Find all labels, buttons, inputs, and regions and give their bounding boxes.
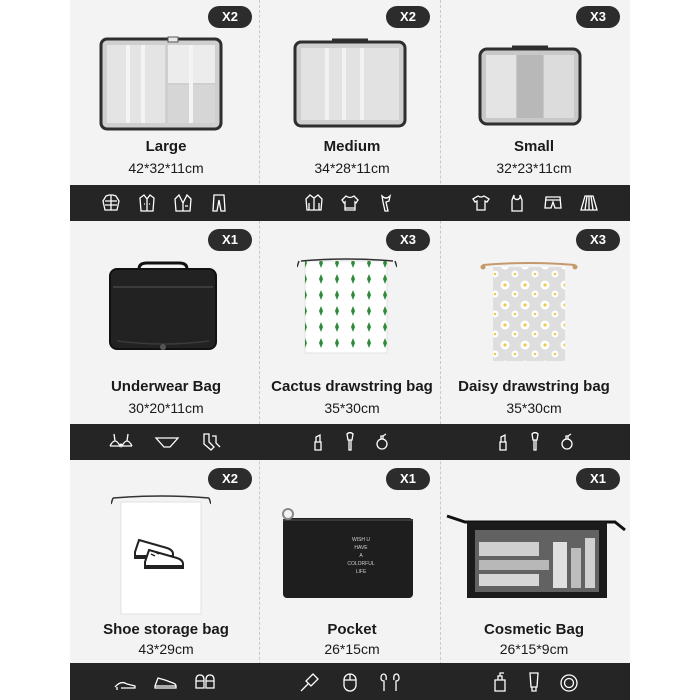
daisy-drawstring-bag-image (479, 259, 579, 363)
quantity-badge: X1 (576, 468, 620, 490)
icons-small (440, 185, 630, 221)
scarf-icon (376, 193, 396, 213)
product-size: 42*32*11cm (128, 160, 204, 176)
product-name: Cactus drawstring bag (271, 378, 433, 395)
icons-cosmetics-2 (440, 424, 630, 460)
quantity-badge: X3 (386, 229, 430, 251)
product-name: Shoe storage bag (103, 621, 229, 638)
pocket-print-text (341, 536, 381, 576)
icons-toiletries (440, 663, 630, 700)
slippers-icon (193, 672, 217, 692)
compact-icon (559, 671, 579, 693)
makeup-brush-icon (342, 432, 358, 452)
quantity-badge: X2 (208, 468, 252, 490)
product-name: Pocket (327, 621, 377, 638)
product-size: 35*30cm (506, 400, 562, 416)
product-name: Large (145, 138, 187, 155)
product-card-cosmetic-bag (441, 460, 627, 663)
product-size: 30*20*11cm (128, 400, 204, 416)
makeup-brush-icon (527, 432, 543, 452)
icons-cosmetics-1 (260, 424, 440, 460)
print-line: HAVE (354, 545, 368, 551)
small-packing-cube-image (477, 44, 583, 128)
product-size: 32*23*11cm (496, 160, 572, 176)
pants-icon (209, 193, 229, 213)
product-card-large (73, 0, 259, 185)
high-heel-icon (113, 672, 137, 692)
print-line: COLORFUL (347, 561, 375, 567)
mouse-icon (341, 671, 359, 693)
coat-icon (137, 193, 157, 213)
quantity-badge: X3 (576, 229, 620, 251)
lipstick-icon (310, 432, 326, 452)
lipstick-icon (495, 432, 511, 452)
sweater-icon (340, 193, 360, 213)
earphones-icon (379, 671, 401, 693)
cosmetic-bag-image (445, 512, 627, 600)
product-name: Medium (323, 138, 381, 155)
product-card-medium (259, 0, 445, 185)
product-card-underwear-bag (73, 221, 259, 424)
usage-icon-band-misc (70, 663, 630, 700)
icons-electronics (260, 663, 440, 700)
product-size: 35*30cm (324, 400, 380, 416)
quantity-badge: X2 (208, 6, 252, 28)
product-name: Cosmetic Bag (483, 621, 585, 638)
icons-underwear (70, 424, 260, 460)
usage-icon-band-personal (70, 424, 630, 460)
product-card-pocket (259, 460, 445, 663)
icons-medium (260, 185, 440, 221)
perfume-icon (559, 432, 575, 452)
print-line: LIFE (355, 569, 367, 575)
quantity-badge: X3 (576, 6, 620, 28)
product-size: 26*15cm (324, 641, 380, 657)
product-name: Daisy drawstring bag (458, 378, 610, 395)
icons-shoes (70, 663, 260, 700)
print-line: A (359, 553, 363, 559)
socks-icon (200, 432, 222, 452)
tube-icon (527, 671, 541, 693)
shorts-icon (543, 193, 563, 213)
cactus-drawstring-bag-image (297, 255, 397, 355)
perfume-icon (374, 432, 390, 452)
medium-packing-cube-image (292, 38, 408, 130)
product-card-daisy-drawstring-bag (441, 221, 627, 424)
product-name: Underwear Bag (110, 378, 222, 395)
skirt-icon (579, 193, 599, 213)
large-packing-cube-image (98, 33, 224, 133)
product-card-small (441, 0, 627, 185)
quantity-badge: X1 (386, 468, 430, 490)
underwear-bag-image (107, 261, 219, 353)
product-card-cactus-drawstring-bag (259, 221, 445, 424)
quantity-badge: X1 (208, 229, 252, 251)
underwear-icon (154, 432, 180, 452)
product-size: 43*29cm (138, 641, 194, 657)
icons-large (70, 185, 260, 221)
t-shirt-icon (471, 193, 491, 213)
product-name: Small (513, 138, 555, 155)
pump-bottle-icon (491, 671, 509, 693)
product-size: 34*28*11cm (314, 160, 390, 176)
down-jacket-icon (101, 193, 121, 213)
tank-top-icon (507, 193, 527, 213)
usage-icon-band-clothing (70, 185, 630, 221)
quantity-badge: X2 (386, 6, 430, 28)
product-size: 26*15*9cm (499, 641, 569, 657)
bra-icon (108, 432, 134, 452)
shoe-storage-bag-image (111, 494, 211, 616)
sneaker-icon (153, 672, 177, 692)
jacket-icon (304, 193, 324, 213)
print-line: WISH U (351, 537, 371, 543)
blazer-icon (173, 193, 193, 213)
product-card-shoe-storage-bag (73, 460, 259, 663)
usb-cable-icon (299, 671, 321, 693)
